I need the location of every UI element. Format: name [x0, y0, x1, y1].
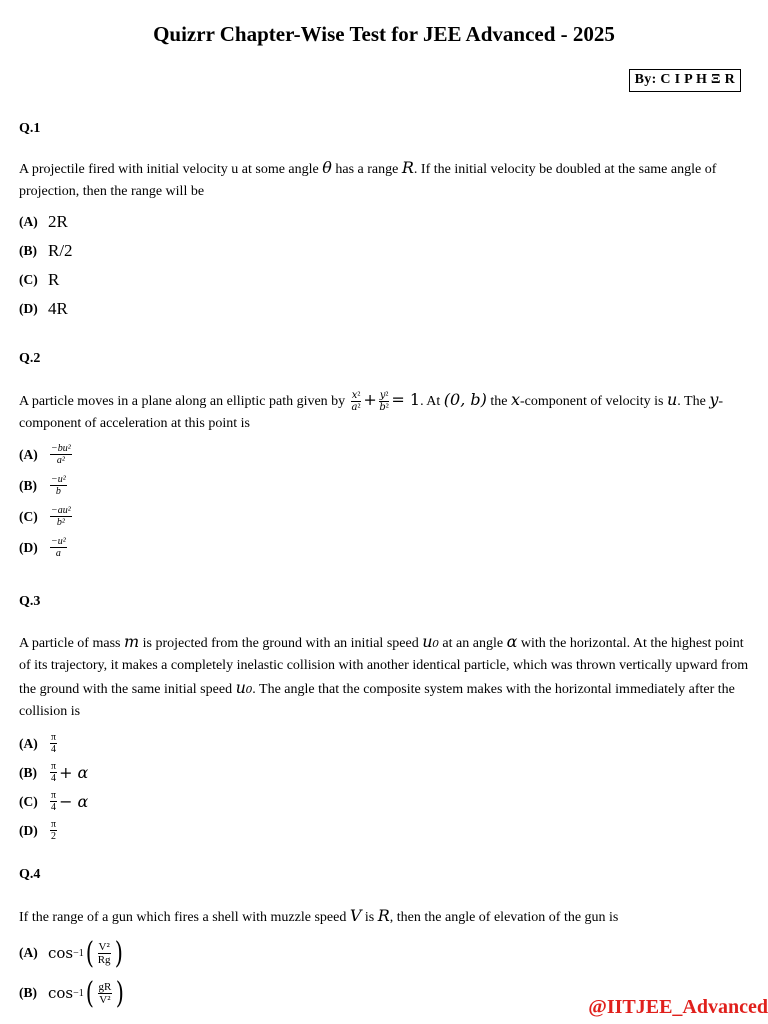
option-tail: − α	[59, 792, 89, 811]
function-name: cos	[48, 944, 74, 962]
u-symbol: u	[666, 390, 678, 409]
stem-text: at an angle	[438, 636, 507, 651]
question-1	[19, 121, 749, 323]
question-stem	[19, 905, 749, 929]
equation-rhs: = 1	[391, 390, 421, 409]
stem-text: the	[486, 394, 511, 409]
option-tail: + α	[59, 763, 89, 782]
option-label: (D)	[19, 822, 38, 838]
theta-symbol: θ	[322, 158, 332, 177]
option-label: (C)	[19, 793, 38, 809]
option-a[interactable]	[19, 207, 749, 236]
option-value: R/2	[48, 240, 73, 260]
option-label: (A)	[19, 213, 38, 229]
option-fraction: $\frac{gR}{\text{V²}}$	[98, 980, 112, 1006]
y-symbol: y	[709, 390, 719, 409]
option-fraction: $\frac{\text{−bu²}}{\text{a²}}$	[51, 443, 71, 467]
options-list	[19, 207, 749, 323]
question-number: Q.1	[19, 121, 41, 136]
option-label: (C)	[19, 508, 38, 524]
x-symbol: x	[510, 390, 521, 409]
stem-text: If the range of a gun which fires a shell with muzzle speed	[19, 910, 350, 925]
speed-symbol: u₀	[422, 632, 439, 651]
point-symbol: (0, b)	[443, 390, 487, 409]
superscript: −1	[73, 947, 84, 959]
speed-symbol: V	[349, 906, 362, 925]
stem-text: . The angle that the composite system makes with the horizontal immediately after the collision is	[19, 682, 735, 719]
stem-text: with the horizontal. At the highest point of its trajectory, it makes a completely inelastic collision with another identical particle, which was thrown vertically upward from the ground with the same initial speed	[19, 636, 749, 697]
option-d[interactable]	[19, 294, 749, 323]
stem-text: is	[361, 910, 378, 925]
speed-symbol: u₀	[235, 678, 253, 697]
question-stem: A particle moves in a plane along an elliptic path given by $\frac{\text{x²}}{\text{a²}}$ + $\frac{\text{y²}}{\text{b²}}$ = 1. At (0, b) the x-component of velocity is u. The y-component of acceleration at this point is	[19, 390, 724, 432]
question-number: Q.4	[19, 867, 41, 882]
function-name: cos	[48, 984, 74, 1002]
option-fraction: $\frac{\pi}{4}$	[51, 790, 57, 813]
superscript: −1	[73, 987, 84, 999]
option-fraction: $\frac{\pi}{4}$	[51, 732, 57, 755]
option-value: 2R	[48, 211, 68, 231]
mass-symbol: m	[123, 632, 140, 651]
stem-text: A projectile fired with initial velocity u at some angle	[19, 162, 323, 177]
question-stem	[19, 157, 749, 203]
option-fraction: $\frac{\text{−au²}}{\text{b²}}$	[51, 505, 71, 529]
question-number: Q.2	[19, 351, 41, 366]
option-fraction: $\frac{\pi}{2}$	[51, 819, 57, 842]
option-value: R	[48, 269, 60, 289]
option-b[interactable]	[19, 758, 749, 787]
option-fraction: $\frac{\text{V²}}{Rg}$	[97, 940, 111, 966]
stem-text: A particle of mass	[19, 636, 124, 651]
option-label: (A)	[19, 446, 38, 462]
option-c[interactable]	[19, 501, 749, 532]
option-d[interactable]	[19, 532, 749, 563]
stem-text: -component of velocity is	[520, 394, 667, 409]
stem-text: . At	[420, 394, 444, 409]
stem-text: , then the angle of elevation of the gun is	[389, 910, 619, 925]
stem-text: . The	[677, 394, 710, 409]
option-a[interactable]: (A) cos −1 ( $\frac{\text{V²}}{Rg}$ )	[19, 935, 123, 971]
question-4	[19, 867, 749, 1013]
question-2	[19, 351, 749, 563]
stem-text: -component of acceleration at this point is	[19, 394, 724, 432]
option-fraction: $\frac{\text{−u²}}{b}$	[51, 474, 66, 498]
option-b[interactable]	[19, 236, 749, 265]
option-a[interactable]	[19, 729, 749, 758]
question-3	[19, 594, 749, 845]
option-label: (B)	[19, 242, 37, 258]
option-b[interactable]: (B) cos −1 ( $\frac{gR}{\text{V²}}$ )	[19, 975, 125, 1011]
option-b[interactable]	[19, 470, 749, 501]
option-label: (A)	[19, 945, 38, 960]
range-symbol: R	[377, 906, 390, 925]
option-label: (B)	[19, 985, 37, 1000]
option-value: 4R	[48, 298, 68, 318]
option-fraction: $\frac{\text{−u²}}{a}$	[51, 536, 66, 560]
option-label: (D)	[19, 300, 38, 316]
range-symbol: R	[401, 158, 414, 177]
ellipse-term-y: $\frac{\text{y²}}{\text{b²}}$	[379, 390, 389, 414]
page-title: Quizrr Chapter-Wise Test for JEE Advanced - 2025	[153, 22, 615, 46]
question-stem	[19, 631, 749, 723]
question-number: Q.3	[19, 594, 41, 609]
option-label: (B)	[19, 764, 37, 780]
option-label: (B)	[19, 477, 37, 493]
option-fraction: $\frac{\pi}{4}$	[51, 761, 57, 784]
option-c[interactable]	[19, 265, 749, 294]
watermark: @IITJEE_Advanced	[588, 996, 768, 1018]
stem-text: has a range	[331, 162, 402, 177]
option-label: (A)	[19, 735, 38, 751]
stem-text: A particle moves in a plane along an elliptic path given by	[19, 394, 346, 409]
option-a[interactable]	[19, 439, 749, 470]
author-byline: By: C I P H Ξ R	[629, 69, 741, 92]
stem-text: is projected from the ground with an initial speed	[139, 636, 423, 651]
option-label: (D)	[19, 539, 38, 555]
option-label: (C)	[19, 271, 38, 287]
stem-text: . If the initial velocity be doubled at the same angle of projection, then the range will be	[19, 162, 717, 199]
options-list	[19, 729, 749, 845]
ellipse-term-x: $\frac{\text{x²}}{\text{a²}}$	[351, 390, 361, 414]
option-d[interactable]	[19, 816, 749, 845]
option-c[interactable]	[19, 787, 749, 816]
alpha-symbol: α	[506, 632, 518, 651]
options-list	[19, 439, 749, 563]
